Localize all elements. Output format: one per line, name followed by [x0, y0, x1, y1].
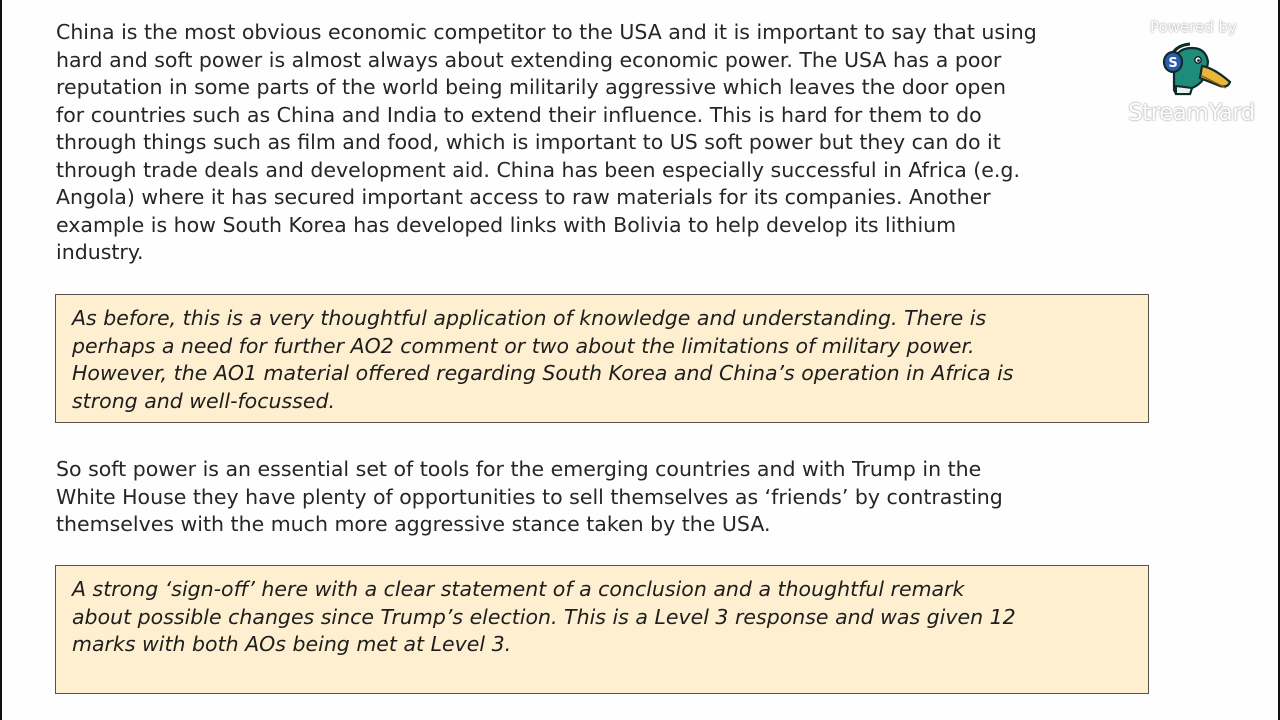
- text-line: for countries such as China and India to extend their influence. This is hard for them to do: [56, 102, 982, 127]
- text-line: China is the most obvious economic competitor to the USA and it is important to say that using: [56, 20, 1037, 44]
- powered-by-label: Powered by: [1150, 18, 1237, 36]
- text-line: through trade deals and development aid. China has been especially successful in Africa (e.g.: [56, 157, 1020, 182]
- text-line: themselves with the much more aggressive stance taken by the USA.: [56, 512, 771, 536]
- essay-paragraph-1: [56, 19, 1037, 267]
- text-line: through things such as film and food, which is important to US soft power but they can do it: [56, 130, 1001, 154]
- text-line: White House they have plenty of opportunities to sell themselves as ‘friends’ by contrasting: [56, 484, 1003, 509]
- text-line: example is how South Korea has developed links with Bolivia to help develop its lithium: [56, 212, 957, 237]
- comment-line: about possible changes since Trump’s election. This is a Level 3 response and was given 12: [72, 604, 1016, 629]
- text-line: industry.: [56, 240, 144, 264]
- comment-line: perhaps a need for further AO2 comment or two about the limitations of military power.: [72, 333, 975, 358]
- examiner-comment-box-2: [55, 565, 1149, 694]
- left-edge-border: [0, 0, 2, 720]
- comment-line: strong and well-focussed.: [72, 388, 335, 413]
- text-line: reputation in some parts of the world being militarily aggressive which leaves the door open: [56, 75, 1007, 99]
- comment-line: A strong ‘sign-off’ here with a clear statement of a conclusion and a thoughtful remark: [72, 577, 965, 601]
- text-line: Angola) where it has secured important access to raw materials for its companies. Another: [56, 185, 991, 209]
- essay-paragraph-2: [56, 456, 1003, 539]
- logo-letter: S: [1168, 56, 1178, 71]
- comment-line: However, the AO1 material offered regarding South Korea and China’s operation in Africa is: [72, 361, 1014, 385]
- examiner-comment-box-1: [55, 294, 1149, 423]
- comment-line: marks with both AOs being met at Level 3.: [72, 632, 512, 656]
- comment-line: As before, this is a very thoughtful application of knowledge and understanding. There is: [72, 306, 987, 330]
- text-line: So soft power is an essential set of tools for the emerging countries and with Trump in the: [56, 457, 982, 481]
- streamyard-brand-label: StreamYard: [1128, 100, 1255, 126]
- text-line: hard and soft power is almost always about extending economic power. The USA has a poor: [56, 47, 1002, 72]
- streamyard-watermark: [1124, 14, 1272, 134]
- duck-headphones-logo-icon: [1162, 40, 1234, 96]
